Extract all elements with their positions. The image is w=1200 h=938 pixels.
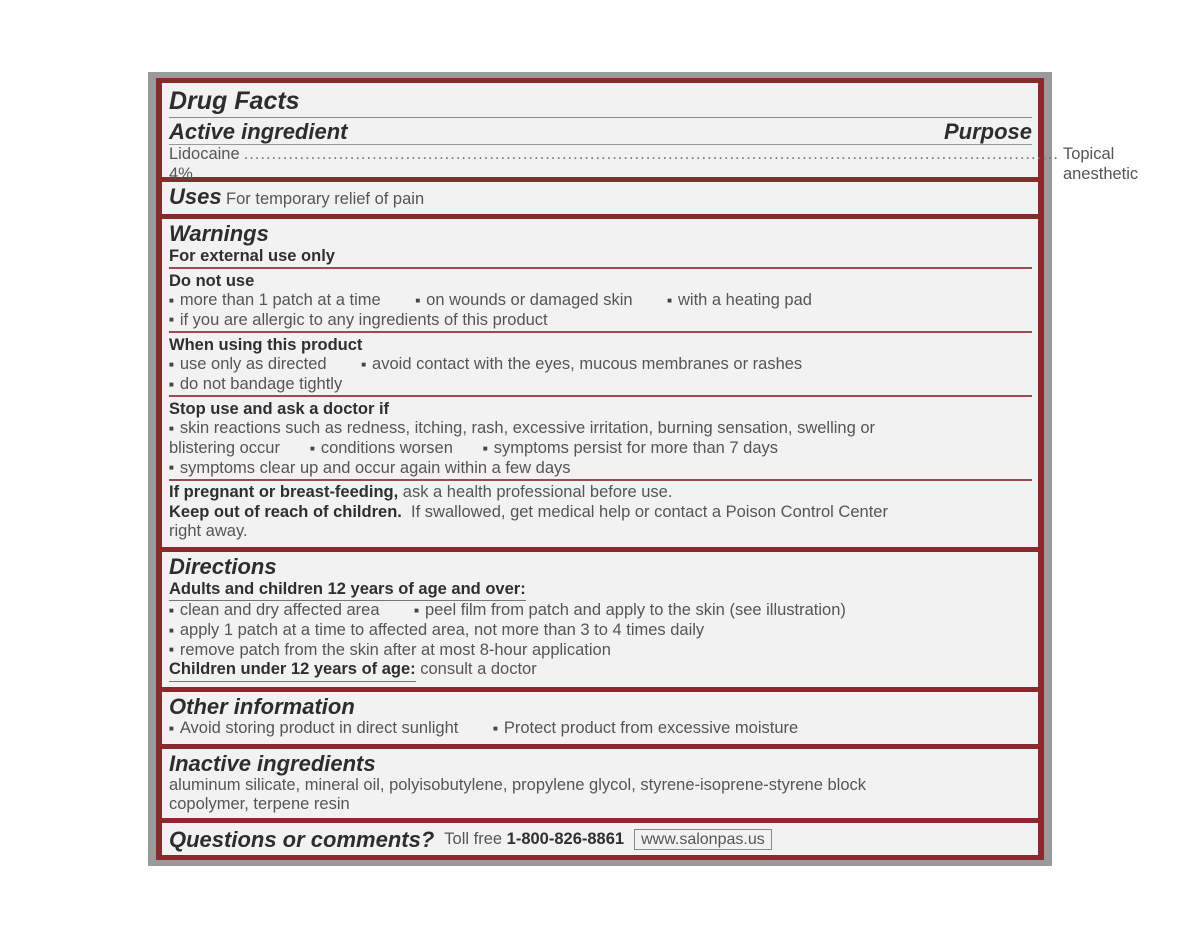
questions-panel — [162, 823, 1038, 855]
stop-use-list-2 — [169, 439, 1032, 459]
list-item: ■ skin reactions such as redness, itching, rash, excessive irritation, burning sensation, swelling or — [169, 419, 875, 437]
list-item: ■ Protect product from excessive moisture — [493, 719, 798, 737]
stop-use-list-3 — [169, 458, 1032, 478]
directions-list-2 — [169, 621, 1032, 641]
children-text: consult a doctor — [415, 660, 537, 678]
active-ingredient-panel — [162, 83, 1139, 183]
stop-use-list — [169, 419, 1032, 439]
list-item: ■ symptoms clear up and occur again within a few days — [169, 459, 571, 477]
other-info-panel — [162, 692, 1038, 744]
website-link[interactable]: www.salonpas.us — [634, 829, 772, 850]
when-using-list-2 — [169, 375, 1032, 395]
keep-out-text: If swallowed, get medical help or contact a Poison Control Center — [401, 502, 888, 521]
questions-label: Questions or comments? — [169, 826, 435, 852]
keep-out-warning — [169, 503, 1032, 523]
stop-use-heading: Stop use and ask a doctor if — [169, 400, 390, 419]
directions-list — [169, 601, 1032, 621]
list-item: ■ conditions worsen — [310, 439, 453, 457]
active-ingredient-row — [169, 145, 1139, 184]
ingredient-name: Lidocaine 4% — [169, 145, 240, 183]
pregnant-text: ask a health professional before use. — [398, 483, 673, 502]
adults-heading: Adults and children 12 years of age and over: — [169, 579, 526, 601]
inactive-heading: Inactive ingredients — [169, 750, 376, 776]
purpose-heading: Purpose — [943, 119, 1032, 144]
divider — [169, 331, 1032, 333]
list-item-continuation: blistering occur — [169, 438, 280, 457]
divider — [169, 267, 1032, 269]
directions-panel — [162, 552, 1038, 687]
other-info-heading: Other information — [169, 694, 355, 720]
list-item: ■ remove patch from the skin after at most 8-hour application — [169, 641, 611, 659]
active-heading-row — [169, 120, 1032, 144]
children-row — [169, 660, 1032, 682]
list-item: ■ with a heating pad — [667, 291, 812, 309]
list-item: ■ do not bandage tightly — [169, 375, 342, 393]
do-not-use-heading: Do not use — [169, 271, 255, 290]
warnings-panel — [162, 219, 1038, 547]
list-item: ■ avoid contact with the eyes, mucous membranes or rashes — [361, 355, 802, 373]
uses-text: For temporary relief of pain — [226, 190, 425, 208]
when-using-list — [169, 355, 1032, 375]
list-item: ■ apply 1 patch at a time to affected area, not more than 3 to 4 times daily — [169, 621, 704, 639]
external-use-text: For external use only — [169, 246, 335, 265]
list-item: ■ use only as directed — [169, 355, 327, 373]
adults-row — [169, 579, 1032, 601]
toll-free-label: Toll free — [444, 830, 503, 849]
list-item: ■ peel film from patch and apply to the skin (see illustration) — [414, 601, 846, 619]
list-item: ■ Avoid storing product in direct sunlight — [169, 719, 458, 737]
divider — [169, 395, 1032, 397]
divider — [169, 479, 1032, 481]
ingredient-purpose: Topical anesthetic — [1062, 145, 1139, 183]
when-using-heading: When using this product — [169, 336, 363, 354]
directions-heading: Directions — [169, 554, 277, 580]
directions-list-3 — [169, 640, 1032, 660]
pregnant-warning — [169, 483, 1032, 503]
other-info-list — [169, 719, 1032, 739]
drug-facts-label — [156, 78, 1139, 860]
uses-heading: Uses — [169, 184, 222, 209]
keep-out-bold: Keep out of reach of children. — [169, 502, 402, 521]
keep-out-warning-2: right away. — [169, 522, 248, 541]
list-item: ■ symptoms persist for more than 7 days — [483, 439, 778, 457]
warnings-heading: Warnings — [169, 220, 269, 246]
toll-free — [444, 830, 624, 849]
drug-facts-title: Drug Facts — [169, 87, 300, 115]
list-item: ■ more than 1 patch at a time — [169, 291, 381, 309]
inactive-line-2: copolymer, terpene resin — [169, 795, 350, 814]
do-not-use-list — [169, 291, 1032, 311]
inactive-panel — [162, 749, 1038, 818]
label-frame — [148, 72, 1139, 866]
divider — [169, 117, 1032, 118]
active-ingredient-heading: Active ingredient — [169, 119, 348, 144]
inactive-line-1: aluminum silicate, mineral oil, polyisobutylene, propylene glycol, styrene-isoprene-styrene block — [169, 775, 866, 794]
uses-panel — [162, 182, 1038, 214]
leader-dots: .................................................................................................................................................. — [243, 145, 1059, 163]
phone-number: 1-800-826-8861 — [506, 830, 625, 849]
list-item: ■ if you are allergic to any ingredients of this product — [169, 311, 548, 329]
children-bold: Children under 12 years of age: — [169, 660, 416, 682]
list-item: ■ on wounds or damaged skin — [415, 291, 632, 309]
do-not-use-list-2 — [169, 310, 1032, 330]
pregnant-bold: If pregnant or breast-feeding, — [169, 483, 399, 502]
list-item: ■ clean and dry affected area — [169, 601, 380, 619]
